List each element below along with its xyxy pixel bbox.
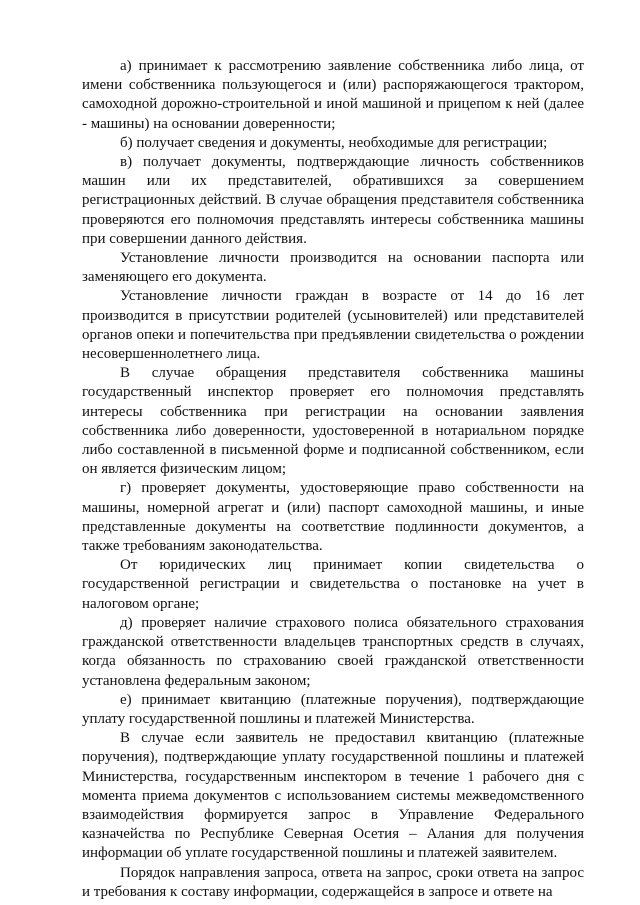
paragraph-legal-entities: От юридических лиц принимает копии свидетельства о государственной регистрации и свидетельства о постановке на учет в налоговом органе; xyxy=(82,557,584,612)
paragraph-identity-passport: Установление личности производится на основании паспорта или заменяющего его документа. xyxy=(82,250,584,286)
document-page xyxy=(82,57,584,902)
paragraph-no-receipt-request: В случае если заявитель не предоставил квитанцию (платежные поручения), подтверждающие уплату государственной пошлины и платежей Министерства, государственным инспектором в течение 1 рабочего дня с момента приема документов с использованием системы межведомственного взаимодействия формируется запрос в Управление Федерального казначейства по Республике Северная Осетия – Алания для получения информации об уплате государственной пошлины и платежей заявителем. xyxy=(82,730,584,862)
paragraph-identity-minors: Установление личности граждан в возрасте от 14 до 16 лет производится в присутствии родителей (усыновителей) или представителей органов опеки и попечительства при предъявлении свидетельства о рождении несовершеннолетнего лица. xyxy=(82,288,584,363)
paragraph-v-identity-documents: в) получает документы, подтверждающие личность собственников машин или их представителей, обратившихся за совершением регистрационных действий. В случае обращения представителя собственника проверяются его полномочия представлять интересы собственника машины при совершении данного действия. xyxy=(82,154,584,247)
paragraph-e-payment-receipt: е) принимает квитанцию (платежные поручения), подтверждающие уплату государственной пошлины и платежей Министерства. xyxy=(82,691,584,727)
paragraph-a-accept-application: а) принимает к рассмотрению заявление собственника либо лица, от имени собственника пользующегося и (или) распоряжающегося трактором, самоходной дорожно-строительной и иной машиной и прицепом к ней (далее - машины) на основании доверенности; xyxy=(82,58,584,132)
paragraph-representative-authority: В случае обращения представителя собственника машины государственный инспектор проверяет его полномочия представлять интересы собственника при регистрации на основании заявления собственника либо доверенности, удостоверенной в нотариальном порядке либо составленной в письменной форме и подписанной собственником, если он является физическим лицом; xyxy=(82,365,584,478)
paragraph-b-receive-info: б) получает сведения и документы, необходимые для регистрации; xyxy=(120,134,548,151)
paragraph-request-procedure: Порядок направления запроса, ответа на запрос, сроки ответа на запрос и требования к составу информации, содержащейся в запросе и ответе на xyxy=(82,864,584,900)
paragraph-d-insurance-policy: д) проверяет наличие страхового полиса обязательного страхования гражданской ответственности владельцев транспортных средств в случаях, когда обязанность по страхованию своей гражданской ответственности установлена федеральным законом; xyxy=(82,614,584,689)
paragraph-g-ownership-documents: г) проверяет документы, удостоверяющие право собственности на машины, номерной агрегат и (или) паспорт самоходной машины, и иные представленные документы на соответствие подлинности документов, а также требованиям законодательства. xyxy=(82,480,584,555)
